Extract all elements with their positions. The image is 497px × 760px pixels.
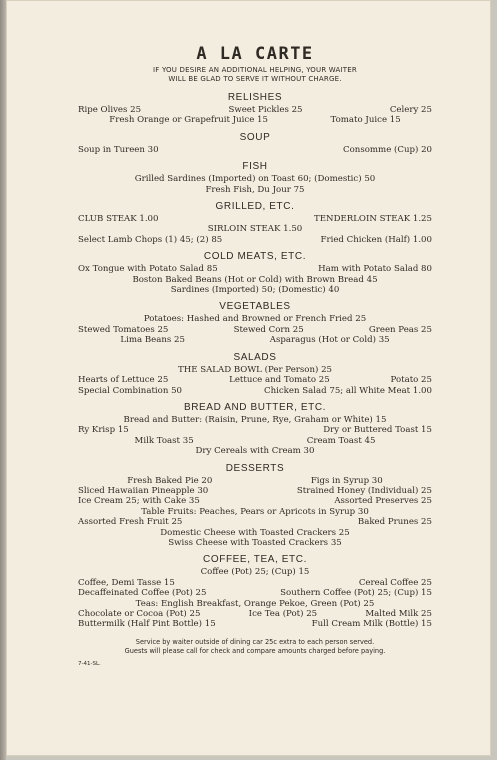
menu-sections — [78, 92, 432, 630]
menu-item: Fresh Orange or Grapefruit Juice 15 — [109, 115, 268, 126]
menu-item: Ice Tea (Pot) 25 — [248, 609, 318, 619]
menu-section — [78, 554, 432, 629]
menu-row — [78, 214, 432, 224]
menu-item: Ox Tongue with Potato Salad 85 — [78, 264, 218, 275]
menu-section — [78, 402, 432, 457]
menu-row — [78, 235, 432, 245]
menu-item: Chocolate or Cocoa (Pot) 25 — [78, 609, 201, 619]
menu-item: Potato 25 — [390, 375, 432, 386]
menu-section — [78, 463, 432, 549]
menu-item: Ice Cream 25; with Cake 35 — [78, 496, 200, 507]
menu-row — [78, 375, 432, 385]
subtitle-line: IF YOU DESIRE AN ADDITIONAL HELPING, YOUR WAITER — [153, 66, 357, 74]
section-title: GRILLED, ETC. — [215, 201, 295, 213]
menu-item: Assorted Preserves 25 — [334, 496, 432, 507]
menu-section — [78, 161, 432, 195]
menu-row — [78, 609, 432, 619]
menu-item: Full Cream Milk (Bottle) 15 — [311, 619, 432, 630]
section-title: FISH — [242, 161, 268, 173]
menu-item: Stewed Corn 25 — [233, 324, 304, 335]
menu-row — [78, 486, 432, 496]
menu-item: CLUB STEAK 1.00 — [78, 214, 159, 225]
menu-item: Bread and Butter: (Raisin, Prune, Rye, Graham or White) 15 — [123, 414, 387, 425]
menu-item: Cereal Coffee 25 — [358, 577, 432, 588]
menu-item: Potatoes: Hashed and Browned or French Fried 25 — [143, 314, 367, 325]
menu-row — [78, 335, 432, 345]
menu-row — [78, 496, 432, 506]
menu-item: Dry or Buttered Toast 15 — [323, 425, 432, 436]
menu-item: Figs in Syrup 30 — [310, 475, 383, 486]
menu-row — [78, 599, 432, 609]
service-note-line: Guests will please call for check and compare amounts charged before paying. — [124, 647, 386, 656]
menu-row — [78, 528, 432, 538]
section-title: SOUP — [239, 131, 271, 143]
menu-item: Sliced Hawaiian Pineapple 30 — [78, 485, 209, 496]
menu-item: THE SALAD BOWL (Per Person) 25 — [177, 364, 333, 375]
menu-item: Hearts of Lettuce 25 — [78, 375, 169, 386]
menu-row — [78, 325, 432, 335]
menu-row — [78, 446, 432, 456]
menu-item: Decaffeinated Coffee (Pot) 25 — [78, 588, 207, 599]
menu-item: Table Fruits: Peaches, Pears or Apricots in Syrup 30 — [141, 506, 369, 517]
menu-item: Celery 25 — [389, 105, 432, 115]
menu-section — [78, 301, 432, 345]
menu-section — [78, 352, 432, 396]
menu-section — [78, 92, 432, 126]
menu-row — [78, 619, 432, 629]
menu-item: Ry Krisp 15 — [78, 425, 129, 436]
menu-item: Strained Honey (Individual) 25 — [296, 485, 432, 496]
menu-item: TENDERLOIN STEAK 1.25 — [314, 214, 432, 225]
menu-item: Cream Toast 45 — [306, 435, 376, 446]
service-note-line: Service by waiter outside of dining car 25c extra to each person served. — [135, 637, 375, 646]
menu-row — [78, 365, 432, 375]
menu-item: Coffee, Demi Tasse 15 — [78, 577, 175, 588]
section-title: RELISHES — [227, 92, 283, 103]
menu-item: Select Lamb Chops (1) 45; (2) 85 — [78, 234, 223, 245]
menu-row — [78, 386, 432, 396]
menu-row — [78, 275, 432, 285]
menu-row — [78, 285, 432, 295]
menu-row — [78, 105, 432, 115]
menu-item: Special Combination 50 — [78, 385, 183, 396]
menu-item: Fried Chicken (Half) 1.00 — [320, 234, 432, 245]
menu-item: Assorted Fresh Fruit 25 — [78, 517, 183, 528]
menu-item: Sweet Pickles 25 — [228, 105, 303, 115]
menu-item: SIRLOIN STEAK 1.50 — [207, 224, 303, 235]
menu-item: Ripe Olives 25 — [78, 105, 142, 115]
menu-row — [78, 185, 432, 195]
menu-item: Swiss Cheese with Toasted Crackers 35 — [168, 537, 342, 548]
menu-row — [78, 415, 432, 425]
menu-item: Teas: English Breakfast, Orange Pekoe, Green (Pot) 25 — [135, 598, 375, 609]
menu-item: Chicken Salad 75; all White Meat 1.00 — [264, 385, 432, 396]
menu-item: Stewed Tomatoes 25 — [78, 324, 169, 335]
menu-item: Asparagus (Hot or Cold) 35 — [269, 335, 390, 346]
form-code: 7-41-SL. — [78, 660, 101, 667]
menu-row — [78, 425, 432, 435]
menu-row — [78, 115, 432, 125]
service-note — [78, 638, 432, 657]
menu-row — [78, 517, 432, 527]
menu-item: Milk Toast 35 — [134, 435, 194, 446]
menu-section — [78, 201, 432, 245]
menu-section — [78, 132, 432, 155]
menu-row — [78, 578, 432, 588]
section-title: VEGETABLES — [219, 301, 291, 313]
section-title: COLD MEATS, ETC. — [203, 251, 307, 263]
menu-content — [78, 44, 432, 667]
menu-item: Buttermilk (Half Pint Bottle) 15 — [78, 619, 216, 630]
menu-item: Green Peas 25 — [368, 324, 432, 335]
section-title: COFFEE, TEA, ETC. — [203, 554, 307, 566]
menu-item: Lettuce and Tomato 25 — [229, 375, 330, 386]
menu-item: Ham with Potato Salad 80 — [318, 264, 432, 275]
menu-row — [78, 264, 432, 274]
menu-item: Consomme (Cup) 20 — [343, 144, 432, 155]
menu-item: Grilled Sardines (Imported) on Toast 60; (Domestic) 50 — [134, 174, 376, 185]
section-title: SALADS — [233, 351, 277, 363]
menu-item: Malted Milk 25 — [365, 609, 432, 619]
menu-item: Boston Baked Beans (Hot or Cold) with Brown Bread 45 — [132, 274, 378, 285]
subtitle-line: WILL BE GLAD TO SERVE IT WITHOUT CHARGE. — [168, 75, 342, 83]
section-title: DESSERTS — [225, 462, 285, 474]
menu-item: Fresh Baked Pie 20 — [127, 475, 213, 486]
menu-row — [78, 476, 432, 486]
menu-item: Baked Prunes 25 — [357, 517, 432, 528]
menu-item: Soup in Tureen 30 — [78, 144, 159, 155]
menu-item: Coffee (Pot) 25; (Cup) 15 — [200, 567, 310, 578]
menu-row — [78, 314, 432, 324]
menu-row — [78, 588, 432, 598]
menu-row — [78, 174, 432, 184]
menu-item: Southern Coffee (Pot) 25; (Cup) 15 — [280, 588, 432, 599]
menu-item: Tomato Juice 15 — [330, 115, 401, 126]
menu-title: A LA CARTE — [196, 44, 314, 64]
menu-page — [6, 0, 491, 756]
menu-row — [78, 567, 432, 577]
menu-subtitle — [78, 66, 432, 84]
menu-row — [78, 224, 432, 234]
menu-row — [78, 145, 432, 155]
menu-item: Sardines (Imported) 50; (Domestic) 40 — [170, 285, 340, 296]
menu-item: Dry Cereals with Cream 30 — [195, 446, 315, 457]
menu-item: Fresh Fish, Du Jour 75 — [205, 184, 305, 195]
menu-item: Lima Beans 25 — [120, 335, 185, 346]
section-title: BREAD AND BUTTER, ETC. — [183, 401, 327, 413]
menu-row — [78, 507, 432, 517]
menu-row — [78, 538, 432, 548]
menu-section — [78, 251, 432, 295]
menu-row — [78, 436, 432, 446]
menu-item: Domestic Cheese with Toasted Crackers 25 — [160, 527, 350, 538]
